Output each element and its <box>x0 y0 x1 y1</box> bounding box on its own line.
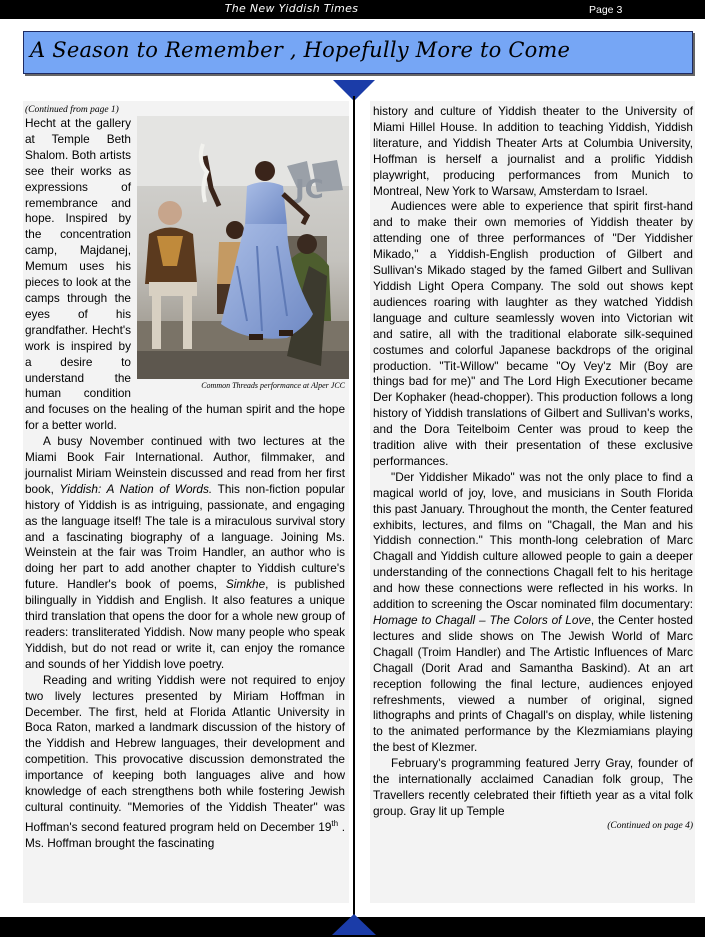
february-paragraph: February's programming featured Jerry Gray, founder of the internationally acclaimed Canadian folk group, The Travellers recently celebrated their fiftieth year as a vital folk group. Gray lit up Temple <box>373 756 693 818</box>
film-title: Homage to Chagall – The Colors of Love <box>373 613 591 627</box>
hoffman-text-2: . Ms. Hoffman brought the fascinating <box>25 819 346 850</box>
date-superscript: th <box>331 818 339 828</box>
book-title: Yiddish: A Nation of Words. <box>59 481 213 496</box>
mikado-paragraph: Audiences were able to experience that spirit first-hand and to make their own memories of Yiddish theater by attending one of three performances of "Der Yiddisher Mikado," a Yiddish-English production of Gilbert and Sullivan's Mikado staged by the famed Gilbert and Sullivan Yiddish Light Opera Company. The sold out shows kept audiences roaring with laughter as they watched Yiddish language and culture seamlessly woven into Victorian wit and satire, all with the traditional elaborate silk-sequined costumes and colorful Japanese backdrops of the original production. "Tit-Willow" became "Oy Vey'z Mir (Boy are things bad for me)" and The Lord High Executioner became Der Kophaker (head-chopper). This production follows a long history of Yiddish translations of Gilbert and Sullivan's works, and the Dora Teitelboim Center was proud to keep the tradition alive with their presentation of these exclusive performances. <box>373 199 693 468</box>
book-fair-text-2: This non-fiction popular history of Yiddish is as intriguing, passionate, and engaging as the language itself! The tale is a miraculous survival story and a fascinating biography of a language. Joining Ms. Weinstein at the fair was Troim Handler, an author who is doing her part to add another chapter to Yiddish culture's future. Handler's book of poems, <box>25 481 345 592</box>
book-fair-paragraph <box>25 434 345 673</box>
opening-paragraph: Hecht at the gallery at Temple Beth Shalom. Both artists see their works as expressions of remembrance and hope. Inspired by the concentration camp, Majdanej, Memum uses his pieces to look at the camps through the eyes of his grandfather. Hecht's work is inspired by a desire to understand the human condition and focuses on the healing of the human spirit and the hope for a better world. <box>25 116 345 433</box>
left-column <box>23 101 349 903</box>
column-divider <box>353 96 355 916</box>
book-fair-text-3: , is published bilingually in Yiddish and English. It also features a unique third translation that opens the door for a whole new group of readers: transliterated Yiddish. Now many people who speak Yiddish, but do not read or write it, can enjoy the romance and sounds of her Yiddish love poetry. <box>25 577 345 671</box>
book-fair-text-1: A busy November continued with two lectures at the Miami Book Fair International. Author, filmmaker, and journalist Miriam Weinstein discussed and read from her first book, <box>25 434 345 496</box>
poems-title: Simkhe <box>225 577 266 592</box>
chagall-paragraph <box>373 470 693 756</box>
article-headline: A Season to Remember , Hopefully More to Come <box>30 38 571 62</box>
right-column <box>370 101 695 903</box>
publication-title: The New Yiddish Times <box>224 2 359 15</box>
continued-on-note: (Continued on page 4) <box>607 820 693 831</box>
dancer-performance-photo <box>137 116 349 379</box>
chagall-text-2: , the Center hosted lectures and slide shows on The Jewish World of Marc Chagall (Troim Handler) and The Artistic Influences of Marc Chagall (Dorit Arad and Samantha Baskind). At an art reception following the final lecture, audiences enjoyed refreshments, viewed a number of original, signed lithographs and prints of Chagall's on display, while listening to the animated performance by the Klezmiamians playing the best of Klezmer. <box>373 613 693 755</box>
svg-text:JC: JC <box>295 175 324 205</box>
page-number: Page 3 <box>589 4 623 16</box>
hoffman-text-1: Reading and writing Yiddish were not required to enjoy two lively lectures presented by Miriam Hoffman in December. The first, held at Florida Atlantic University in Boca Raton, marked a landmark discussion of the history of the Yiddish and Hebrew languages, their development and competition. This provocative discussion demonstrated the importance of keeping both languages alive and how knowledge of each strengthens both while fostering Jewish cultural continuity. "Memories of the Yiddish Theater" was Hoffman's second featured program held on December 19 <box>25 672 345 834</box>
chagall-text-1: "Der Yiddisher Mikado" was not the only place to find a magical world of joy, love, and musicians in South Florida this past January. Throughout the month, the Center featured exhibits, lectures, and films on "Chagall, the Man and his Yiddish connection." This month-long celebration of Marc Chagall and Yiddish culture allowed people to gain a deeper understanding of the connections Chagall felt to his heritage and how these connections were reflected in his works. In addition to screening the Oscar nominated film documentary: <box>373 469 693 612</box>
masthead-bar <box>0 0 705 19</box>
performance-photo-figure <box>137 116 349 391</box>
divider-bottom-triangle <box>332 914 376 935</box>
continued-from-note: (Continued from page 1) <box>25 105 119 115</box>
hoffman-lectures-paragraph <box>25 673 345 852</box>
headline-banner <box>23 31 693 74</box>
theater-history-paragraph: history and culture of Yiddish theater to the University of Miami Hillel House. In addition to teaching Yiddish, Yiddish literature, and Yiddish Theater Arts at Columbia University, Hoffman is herself a journalist and a prolific Yiddish playwright, producing performances from Munich to Montreal, New York to Warsaw, Amsterdam to Israel. <box>373 104 693 198</box>
photo-caption: Common Threads performance at Alper JCC <box>201 381 345 390</box>
